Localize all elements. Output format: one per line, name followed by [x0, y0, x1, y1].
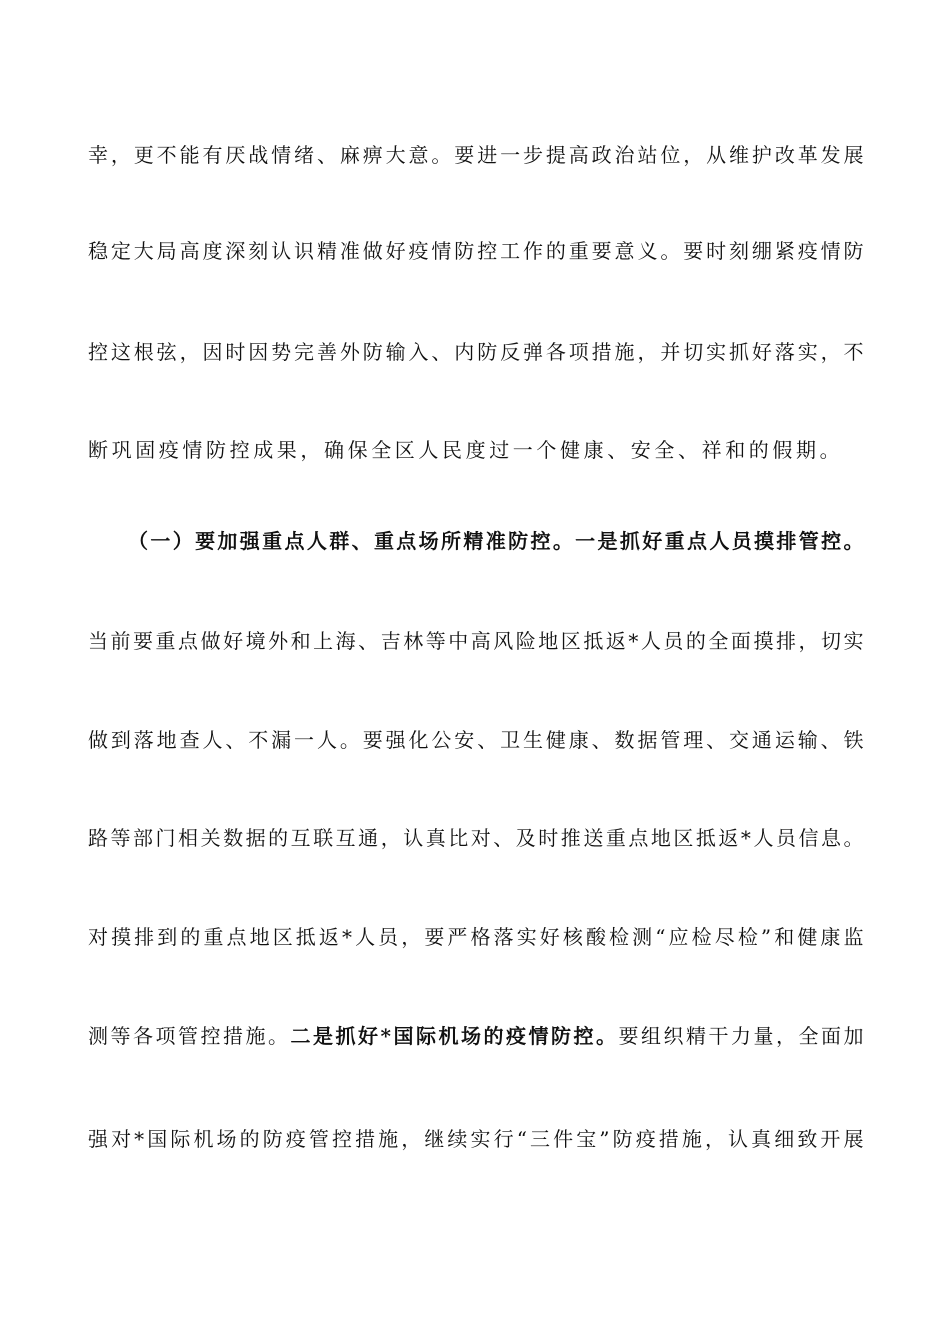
- text-line: [88, 1021, 864, 1051]
- text-run: 强对*国际机场的防疫管控措施，继续实行“三件宝”防疫措施，认真细致开展: [88, 1127, 864, 1151]
- text-run: 当前要重点做好境外和上海、吉林等中高风险地区抵返*人员的全面摸排，切实: [88, 629, 864, 653]
- text-run: 稳定大局高度深刻认识精准做好疫情防控工作的重要意义。要时刻绷紧疫情防: [88, 239, 864, 263]
- text-line: [88, 922, 864, 952]
- section-heading-line: [128, 526, 864, 556]
- bold-subheading: 二是抓好*国际机场的疫情防控。: [290, 1024, 619, 1048]
- text-line: [88, 337, 864, 367]
- text-line: [88, 435, 864, 465]
- text-line: [88, 725, 864, 755]
- text-run: 要组织精干力量，全面加: [618, 1024, 864, 1048]
- text-run: 对摸排到的重点地区抵返*人员，要严格落实好核酸检测“应检尽检”和健康监: [88, 925, 864, 949]
- text-run: 测等各项管控措施。: [88, 1024, 291, 1048]
- text-run: 做到落地查人、不漏一人。要强化公安、卫生健康、数据管理、交通运输、铁: [88, 728, 864, 752]
- section-heading: （一）要加强重点人群、重点场所精准防控。一是抓好重点人员摸排管控。: [128, 529, 864, 553]
- text-line: [88, 626, 864, 656]
- text-run: 路等部门相关数据的互联互通，认真比对、及时推送重点地区抵返*人员信息。: [88, 826, 864, 850]
- text-run: 断巩固疫情防控成果，确保全区人民度过一个健康、安全、祥和的假期。: [88, 438, 844, 462]
- text-line: [88, 236, 864, 266]
- text-run: 幸，更不能有厌战情绪、麻痹大意。要进一步提高政治站位，从维护改革发展: [88, 143, 864, 167]
- text-line: [88, 140, 864, 170]
- text-line: [88, 1124, 864, 1154]
- text-line: [88, 823, 864, 853]
- text-run: 控这根弦，因时因势完善外防输入、内防反弹各项措施，并切实抓好落实，不: [88, 340, 864, 364]
